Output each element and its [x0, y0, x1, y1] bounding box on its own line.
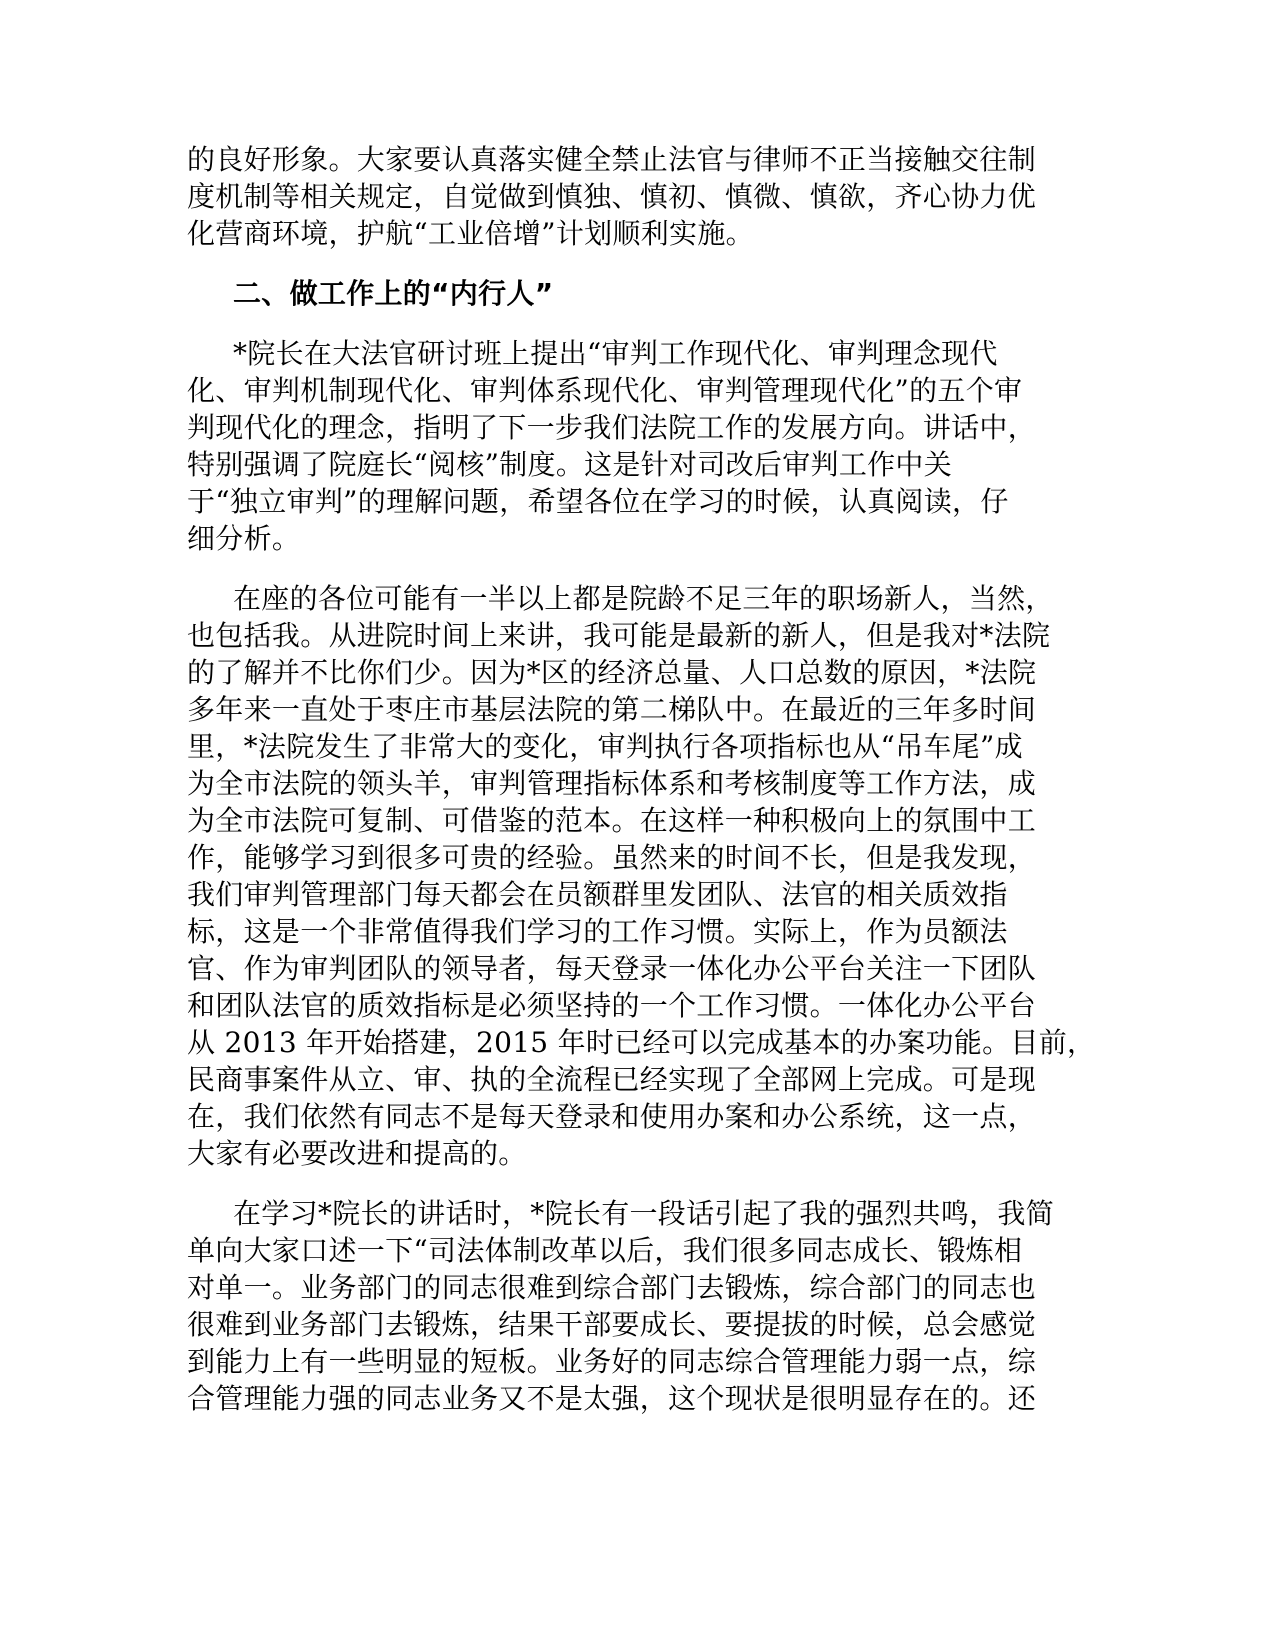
paragraph — [187, 1195, 1087, 1417]
text-line: 特别强调了院庭长“阅核”制度。这是针对司改后审判工作中关 — [187, 448, 953, 481]
text-line: 和团队法官的质效指标是必须坚持的一个工作习惯。一体化办公平台 — [187, 989, 1037, 1022]
paragraph — [187, 141, 1087, 252]
text-line: 作，能够学习到很多可贵的经验。虽然来的时间不长，但是我发现， — [187, 841, 1037, 874]
text-line: 度机制等相关规定，自觉做到慎独、慎初、慎微、慎欲，齐心协力优 — [187, 180, 1037, 213]
text-line: 也包括我。从进院时间上来讲，我可能是最新的新人，但是我对*法院 — [187, 619, 1051, 652]
text-line: 到能力上有一些明显的短板。业务好的同志综合管理能力弱一点，综 — [187, 1345, 1037, 1378]
text-line: 标，这是一个非常值得我们学习的工作习惯。实际上，作为员额法 — [187, 915, 1008, 948]
text-line: 在，我们依然有同志不是每天登录和使用办案和办公系统，这一点， — [187, 1100, 1037, 1133]
text-line: 多年来一直处于枣庄市基层法院的第二梯队中。在最近的三年多时间 — [187, 693, 1037, 726]
document-body — [187, 141, 1096, 1417]
text-line: 合管理能力强的同志业务又不是太强，这个现状是很明显存在的。还 — [187, 1382, 1037, 1415]
section-heading — [187, 275, 1087, 312]
text-line: 单向大家口述一下“司法体制改革以后，我们很多同志成长、锻炼相 — [187, 1234, 1023, 1267]
text-line: 民商事案件从立、审、执的全流程已经实现了全部网上完成。可是现 — [187, 1063, 1037, 1096]
text-line: 里，*法院发生了非常大的变化，审判执行各项指标也从“吊车尾”成 — [187, 730, 1023, 763]
text-line: 化、审判机制现代化、审判体系现代化、审判管理现代化”的五个审 — [187, 374, 1023, 407]
text-line: 为全市法院的领头羊，审判管理指标体系和考核制度等工作方法，成 — [187, 767, 1037, 800]
text-line: 为全市法院可复制、可借鉴的范本。在这样一种积极向上的氛围中工 — [187, 804, 1037, 837]
text-line: 在座的各位可能有一半以上都是院龄不足三年的职场新人，当然， — [233, 582, 1054, 615]
text-line: 对单一。业务部门的同志很难到综合部门去锻炼，综合部门的同志也 — [187, 1271, 1037, 1304]
text-line: 官、作为审判团队的领导者，每天登录一体化办公平台关注一下团队 — [187, 952, 1037, 985]
text-line: 判现代化的理念，指明了下一步我们法院工作的发展方向。讲话中， — [187, 411, 1037, 444]
text-line: 我们审判管理部门每天都会在员额群里发团队、法官的相关质效指 — [187, 878, 1008, 911]
text-line: 细分析。 — [187, 522, 301, 555]
text-line: 于“独立审判”的理解问题，希望各位在学习的时候，认真阅读，仔 — [187, 485, 1009, 518]
text-line: 在学习*院长的讲话时，*院长有一段话引起了我的强烈共鸣，我简 — [233, 1197, 1055, 1230]
paragraph — [187, 580, 1096, 1172]
text-line: 从 2013 年开始搭建，2015 年时已经可以完成基本的办案功能。目前， — [187, 1026, 1096, 1059]
paragraph-spacer — [187, 252, 1087, 275]
section-heading-text: 二、做工作上的“内行人” — [233, 277, 554, 310]
text-line: 很难到业务部门去锻炼，结果干部要成长、要提拔的时候，总会感觉 — [187, 1308, 1037, 1341]
text-line: 大家有必要改进和提高的。 — [187, 1137, 527, 1170]
text-line: 化营商环境，护航“工业倍增”计划顺利实施。 — [187, 217, 754, 250]
text-line: 的良好形象。大家要认真落实健全禁止法官与律师不正当接触交往制 — [187, 143, 1037, 176]
paragraph-spacer — [187, 1172, 1087, 1195]
text-line: 的了解并不比你们少。因为*区的经济总量、人口总数的原因，*法院 — [187, 656, 1037, 689]
paragraph-spacer — [187, 312, 1087, 335]
paragraph-spacer — [187, 557, 1087, 580]
paragraph — [187, 335, 1087, 557]
text-line: *院长在大法官研讨班上提出“审判工作现代化、审判理念现代 — [233, 337, 998, 370]
